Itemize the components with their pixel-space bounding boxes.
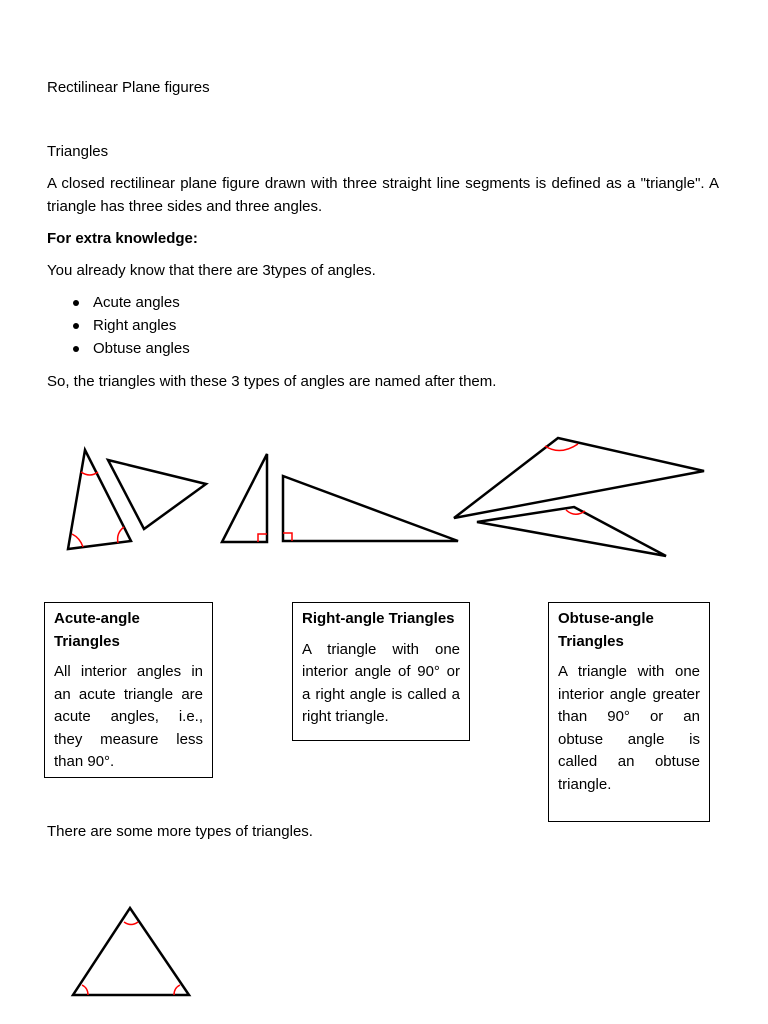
naming-paragraph: So, the triangles with these 3 types of angles are named after them. [47, 373, 497, 390]
right-triangle-2 [283, 476, 458, 541]
acute-triangle-2 [108, 460, 206, 529]
acute-box-title: Acute-angle Triangles [54, 610, 140, 650]
obtuse-triangle-2 [477, 507, 666, 556]
list-item-label: Right angles [93, 317, 177, 334]
angle-mark [72, 534, 83, 547]
acute-angle-box [44, 602, 213, 778]
angle-mark [118, 527, 124, 543]
more-types-paragraph: There are some more types of triangles. [47, 823, 313, 840]
right-box-text: A triangle with one interior angle of 90° or a right angle is called a right triangle. [302, 640, 460, 725]
right-angle-box [292, 602, 470, 741]
angle-mark [174, 985, 180, 995]
page-title: Rectilinear Plane figures [47, 79, 210, 96]
extra-knowledge-heading: For extra knowledge: [47, 230, 198, 247]
acute-box-text: All interior angles in an acute triangle are acute angles, i.e., they measure less than 90°. [54, 663, 203, 770]
obtuse-triangle-1 [454, 438, 704, 518]
angle-mark [82, 985, 88, 995]
definition-paragraph: A closed rectilinear plane figure drawn with three straight line segments is defined as a "triangle". A triangle has three sides and three angles. [47, 175, 719, 215]
equilateral-triangle [73, 908, 189, 995]
list-item-label: Acute angles [93, 294, 180, 311]
right-box-title: Right-angle Triangles [302, 610, 455, 627]
obtuse-angle-box [548, 602, 710, 822]
acute-triangle-1 [68, 450, 131, 549]
right-triangle-1 [222, 454, 267, 542]
list-item-label: Obtuse angles [93, 340, 190, 357]
section-heading: Triangles [47, 143, 109, 160]
intro-paragraph: You already know that there are 3types of angles. [47, 262, 376, 279]
angle-mark [124, 922, 138, 925]
obtuse-box-title: Obtuse-angle Triangles [558, 610, 654, 650]
obtuse-box-text: A triangle with one interior angle greater than 90° or an obtuse angle is called an obtuse triangle. [558, 663, 700, 793]
